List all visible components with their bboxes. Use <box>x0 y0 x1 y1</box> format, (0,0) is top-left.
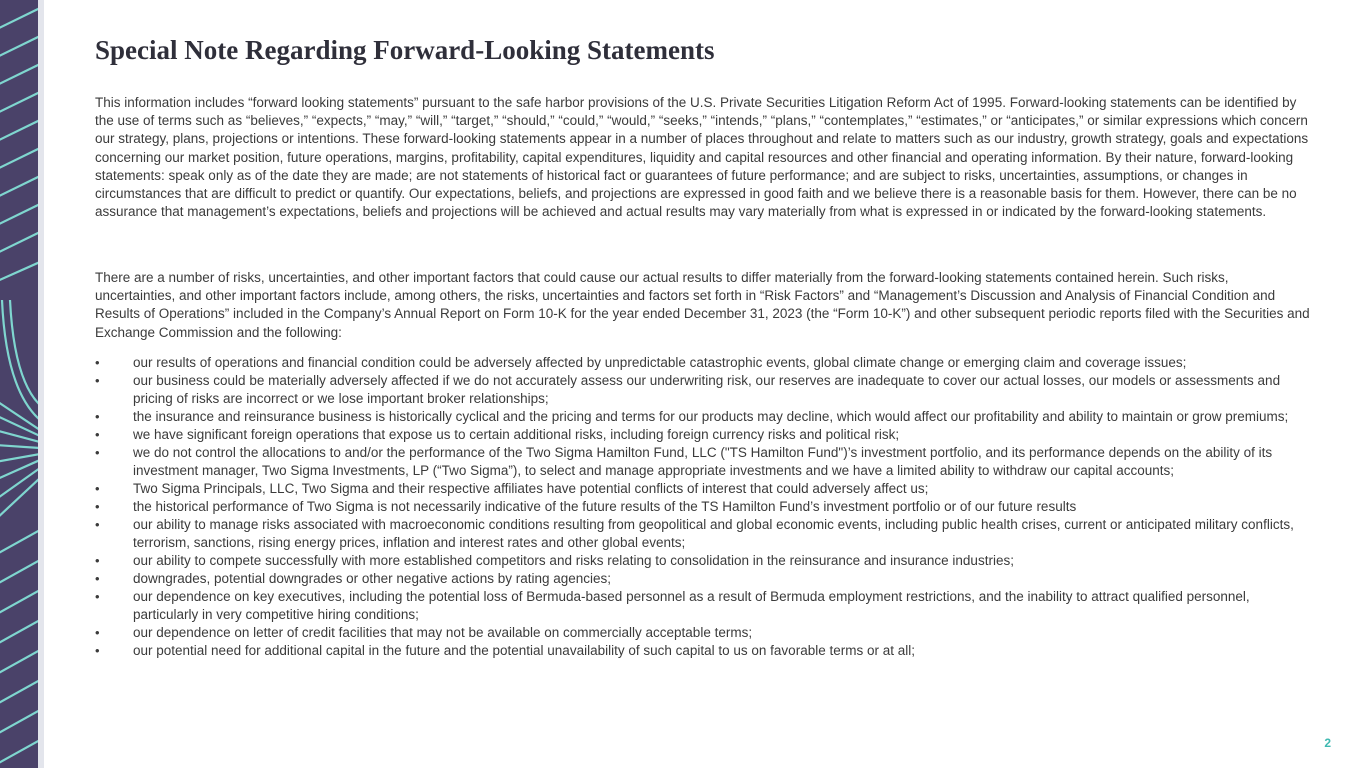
list-item <box>95 570 1315 588</box>
bullet-icon: • <box>95 625 100 640</box>
list-item <box>95 588 1315 624</box>
page-number: 2 <box>1324 736 1331 750</box>
bullet-icon: • <box>95 409 100 424</box>
list-item <box>95 426 1315 444</box>
list-item <box>95 498 1315 516</box>
bullet-icon: • <box>95 589 100 604</box>
list-item-text: our results of operations and financial condition could be adversely affected by unpredictable catastrophic events, global climate change or emerging claim and coverage issues; <box>133 355 1187 370</box>
list-item <box>95 444 1315 480</box>
list-item <box>95 408 1315 426</box>
risk-list <box>95 354 1315 660</box>
bullet-icon: • <box>95 445 100 460</box>
side-divider <box>38 0 44 768</box>
list-item <box>95 552 1315 570</box>
list-item-text: Two Sigma Principals, LLC, Two Sigma and their respective affiliates have potential conflicts of interest that could adversely affect us; <box>133 481 929 496</box>
list-item-text: our dependence on key executives, including the potential loss of Bermuda-based personnel as a result of Bermuda employment restrictions, and the inability to attract qualified personnel, particularly in very competitive hiring conditions; <box>133 589 1250 622</box>
list-item-text: downgrades, potential downgrades or other negative actions by rating agencies; <box>133 571 612 586</box>
list-item <box>95 516 1315 552</box>
list-item <box>95 372 1315 408</box>
bullet-icon: • <box>95 499 100 514</box>
bullet-icon: • <box>95 643 100 658</box>
list-item <box>95 642 1315 660</box>
list-item <box>95 354 1315 372</box>
bullet-icon: • <box>95 517 100 532</box>
list-item-text: our business could be materially adversely affected if we do not accurately assess our underwriting risk, our reserves are inadequate to cover our actual losses, our models or assessments and pricing of risks are incorrect or we lose important broker relationships; <box>133 373 1281 406</box>
list-item <box>95 624 1315 642</box>
bullet-icon: • <box>95 427 100 442</box>
intro-paragraph: This information includes “forward looking statements” pursuant to the safe harbor provisions of the U.S. Private Securities Litigation Reform Act of 1995. Forward-looking statements can be identified by the use of terms such as “believes,” “expects,” “may,” “will,” “target,” “should,” “could,” “would,” “seeks,” “intends,” “plans,” “contemplates,” “estimates,” or “anticipates,” or similar expressions which concern our strategy, plans, projections or intentions. These forward-looking statements appear in a number of places throughout and relate to matters such as our industry, growth strategy, goals and expectations concerning our market position, future operations, margins, profitability, capital expenditures, liquidity and capital resources and other financial and operating information. By their nature, forward-looking statements: speak only as of the date they are made; are not statements of historical fact or guarantees of future performance; and are subject to risks, uncertainties, assumptions, or changes in circumstances that are difficult to predict or quantify. Our expectations, beliefs, and projections are expressed in good faith and we believe there is a reasonable basis for them. However, there can be no assurance that management’s expectations, beliefs and projections will be achieved and actual results may vary materially from what is expressed in or indicated by the forward-looking statements. <box>95 95 1309 220</box>
bullet-icon: • <box>95 373 100 388</box>
list-item-text: the insurance and reinsurance business is historically cyclical and the pricing and terms for our products may decline, which would affect our profitability and ability to maintain or grow premiums; <box>133 409 1289 424</box>
list-item-text: our dependence on letter of credit facilities that may not be available on commercially acceptable terms; <box>133 625 753 640</box>
line-pattern-graphic <box>0 0 38 768</box>
list-item-text: we have significant foreign operations that expose us to certain additional risks, including foreign currency risks and political risk; <box>133 427 900 442</box>
bullet-icon: • <box>95 481 100 496</box>
decorative-side-band <box>0 0 38 768</box>
list-item <box>95 480 1315 498</box>
list-item-text: our potential need for additional capital in the future and the potential unavailability of such capital to us on favorable terms or at all; <box>133 643 915 658</box>
list-item-text: our ability to compete successfully with more established competitors and risks relating to consolidation in the reinsurance and insurance industries; <box>133 553 1014 568</box>
risk-factors-paragraph: There are a number of risks, uncertainties, and other important factors that could cause our actual results to differ materially from the forward-looking statements contained herein. Such risks, uncertainties, and other important factors include, among others, the risks, uncertainties and factors set forth in “Risk Factors” and “Management’s Discussion and Analysis of Financial Condition and Results of Operations” included in the Company’s Annual Report on Form 10-K for the year ended December 31, 2023 (the “Form 10-K”) and other subsequent periodic reports filed with the Securities and Exchange Commission and the following: <box>95 270 1310 340</box>
bullet-icon: • <box>95 355 100 370</box>
list-item-text: we do not control the allocations to and/or the performance of the Two Sigma Hamilton Fund, LLC ("TS Hamilton Fund")’s investment portfolio, and its performance depends on the ability of its investment manager, Two Sigma Investments, LP (“Two Sigma”), to select and manage appropriate investments and we have a limited ability to withdraw our capital accounts; <box>133 445 1273 478</box>
bullet-icon: • <box>95 571 100 586</box>
list-item-text: our ability to manage risks associated with macroeconomic conditions resulting from geopolitical and global economic events, including public health crises, current or anticipated military conflicts, terrorism, sanctions, rising energy prices, inflation and interest rates and other global events; <box>133 517 1294 550</box>
list-item-text: the historical performance of Two Sigma is not necessarily indicative of the future results of the TS Hamilton Fund’s investment portfolio or of our future results <box>133 499 1077 514</box>
bullet-icon: • <box>95 553 100 568</box>
page-title: Special Note Regarding Forward-Looking Statements <box>95 35 715 65</box>
